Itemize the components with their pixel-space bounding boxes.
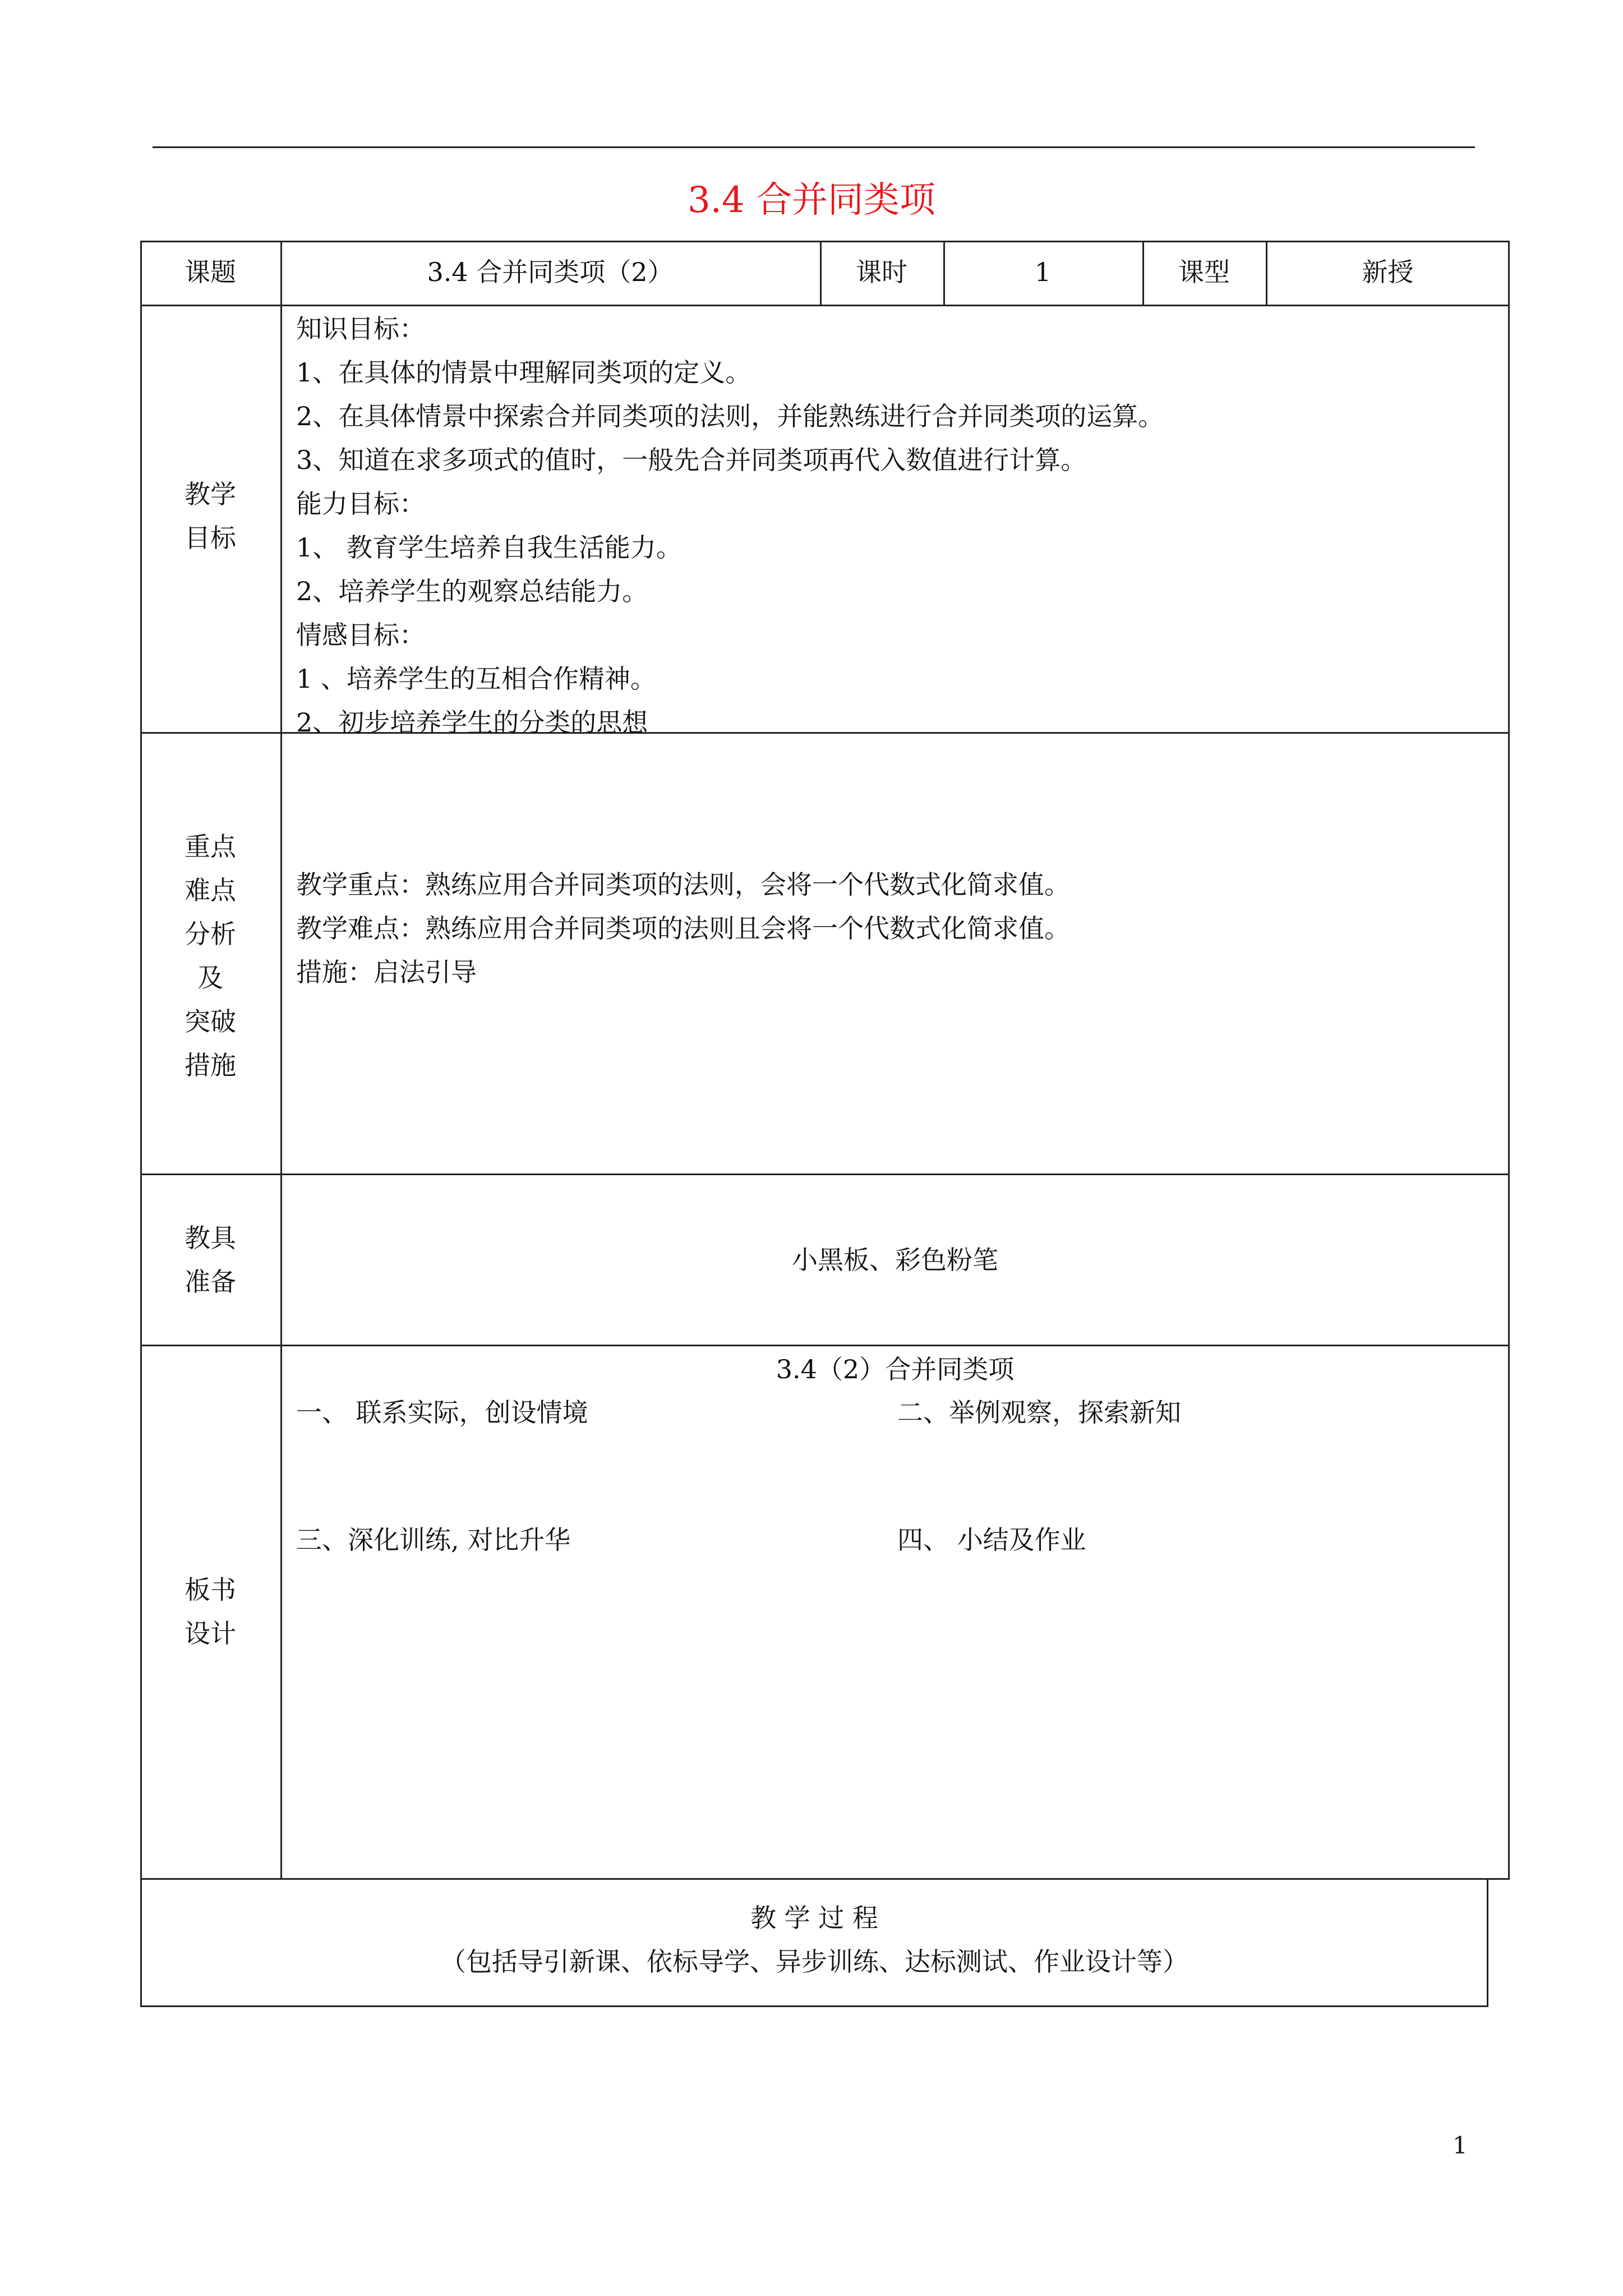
periods-value: 1 (1034, 257, 1052, 287)
materials-label-line1: 教具 (185, 1223, 236, 1253)
objective-line: 3、知道在求多项式的值时，一般先合并同类项再代入数值进行计算。 (296, 445, 1087, 475)
key-point-line: 教学重点：熟练应用合并同类项的法则，会将一个代数式化简求值。 (296, 869, 1070, 900)
key-points-label-line: 难点 (185, 875, 236, 905)
objective-line: 1 、培养学生的互相合作精神。 (296, 664, 656, 694)
objectives-label (141, 472, 279, 560)
row-separator-1 (140, 305, 1510, 306)
objective-line: 2、在具体情景中探索合并同类项的法则，并能熟练进行合并同类项的运算。 (296, 401, 1164, 431)
board-label-line2: 设计 (185, 1618, 236, 1649)
key-point-line: 措施：启法引导 (296, 957, 477, 987)
objective-line: 情感目标： (296, 620, 425, 650)
label-topic: 课题 (185, 257, 236, 287)
board-item-3: 三、深化训练, 对比升华 (296, 1525, 571, 1555)
page-number: 1 (1453, 2132, 1468, 2159)
process-subheading: （包括导引新课、依标导学、异步训练、达标测试、作业设计等） (440, 1947, 1188, 1977)
type-value: 新授 (1362, 257, 1414, 287)
label-column-divider (280, 241, 282, 1880)
row-separator-3 (140, 1174, 1510, 1175)
key-point-line: 教学难点：熟练应用合并同类项的法则且会将一个代数式化简求值。 (296, 913, 1070, 944)
process-heading: 教 学 过 程 (750, 1903, 878, 1933)
key-points-label-line: 及 (197, 963, 223, 993)
key-points-label-line: 突破 (185, 1006, 236, 1037)
board-item-4: 四、 小结及作业 (897, 1525, 1086, 1555)
key-points-label-line: 重点 (185, 831, 236, 862)
top-rule (153, 146, 1475, 148)
objective-line: 1、在具体的情景中理解同类项的定义。 (296, 357, 751, 388)
objectives-label-line2: 目标 (185, 523, 236, 553)
key-points-label-line: 分析 (185, 919, 236, 949)
objective-line: 2、培养学生的观察总结能力。 (296, 576, 648, 606)
label-type: 课型 (1178, 257, 1230, 287)
board-label (141, 1568, 279, 1655)
board-item-1: 一、 联系实际，创设情境 (296, 1397, 588, 1428)
objective-line: 2、初步培养学生的分类的思想 (296, 707, 648, 738)
materials-text: 小黑板、彩色粉笔 (792, 1245, 998, 1275)
materials-label (141, 1216, 279, 1304)
board-item-2: 二、举例观察，探索新知 (897, 1397, 1181, 1428)
label-periods: 课时 (856, 257, 907, 287)
row-separator-4 (140, 1345, 1510, 1346)
key-points-label-line: 措施 (185, 1050, 236, 1080)
objectives-label-line1: 教学 (185, 479, 236, 509)
objective-line: 能力目标： (296, 489, 425, 519)
materials-label-line2: 准备 (185, 1267, 236, 1297)
topic-value: 3.4 合并同类项（2） (427, 257, 674, 287)
objective-line: 知识目标： (296, 314, 425, 344)
key-points-content (296, 863, 1070, 994)
board-label-line1: 板书 (185, 1575, 236, 1605)
key-points-label (141, 825, 279, 1087)
objectives-content (296, 307, 1164, 744)
objective-line: 1、 教育学生培养自我生活能力。 (296, 532, 682, 563)
page-title: 3.4 合并同类项 (687, 180, 936, 221)
board-heading: 3.4（2）合并同类项 (776, 1354, 1015, 1384)
